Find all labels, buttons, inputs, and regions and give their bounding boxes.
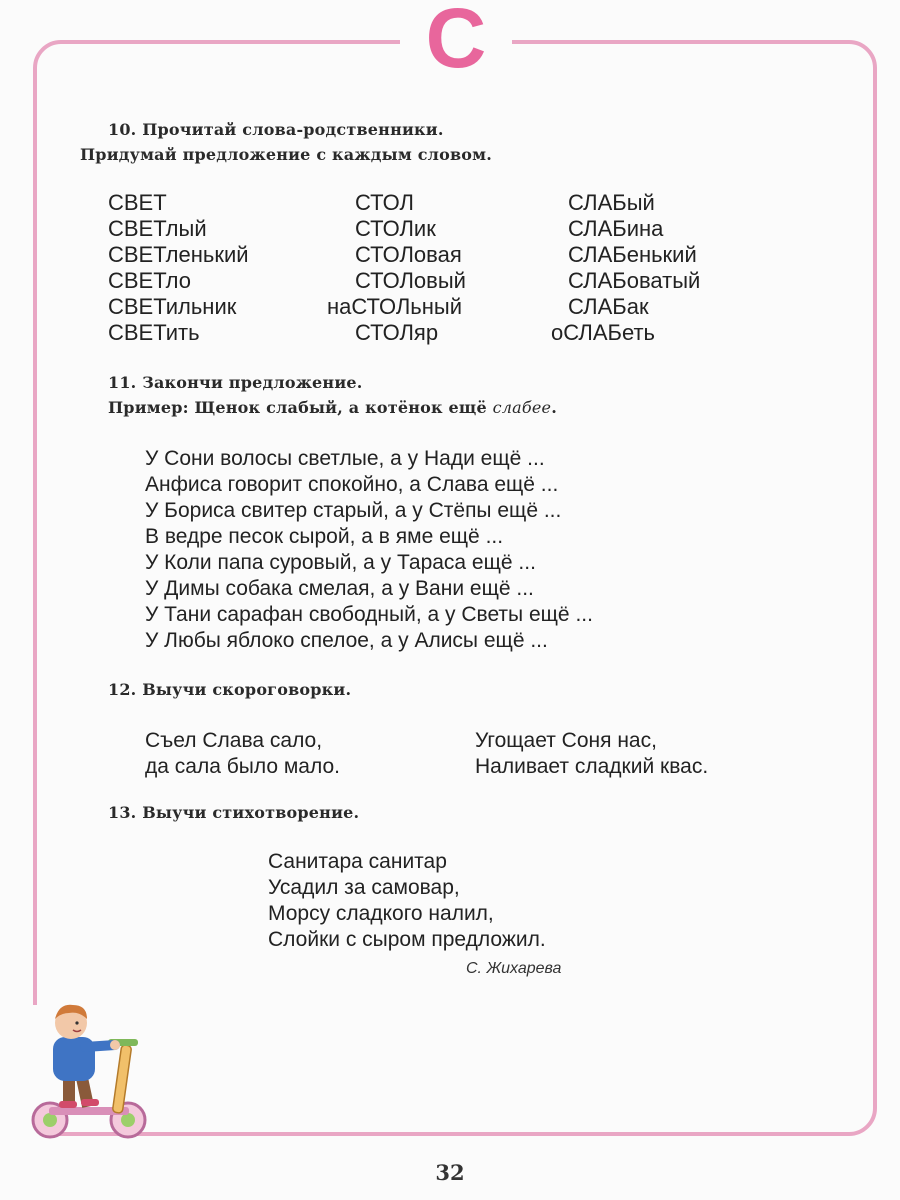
word-col1: СВЕТить: [108, 320, 200, 345]
sentence-line: У Сони волосы светлые, а у Нади ещё ...: [145, 447, 545, 470]
task13-title: 13. Выучи стихотворение.: [108, 803, 360, 822]
word-col3: СЛАБина: [568, 216, 664, 241]
word-col3: СЛАБый: [568, 190, 655, 215]
sentence-line: У Бориса свитер старый, а у Стёпы ещё ...: [145, 499, 562, 522]
poem-line: Морсу сладкого налил,: [268, 902, 494, 925]
sentence-line: В ведре песок сырой, а в яме ещё ...: [145, 525, 504, 548]
poem-line: Слойки с сыром предложил.: [268, 928, 546, 951]
tongue-twister-line: да сала было мало.: [145, 755, 340, 778]
tongue-twister-line: Наливает сладкий квас.: [475, 755, 709, 778]
word-col1: СВЕТ: [108, 190, 167, 215]
task10-subtitle: Придумай предложение с каждым словом.: [80, 145, 493, 164]
poem-line: Усадил за самовар,: [268, 876, 460, 899]
sentence-line: У Димы собака смелая, а у Вани ещё ...: [145, 577, 534, 600]
sentence-line: У Коли папа суровый, а у Тараса ещё ...: [145, 551, 536, 574]
task12-title: 12. Выучи скороговорки.: [108, 680, 352, 699]
word-col3: оСЛАБеть: [551, 320, 655, 345]
sentence-line: У Любы яблоко спелое, а у Алисы ещё ...: [145, 629, 548, 652]
word-col2: СТОЛ: [355, 190, 414, 215]
word-col1: СВЕТло: [108, 268, 192, 293]
word-col2: СТОЛик: [355, 216, 436, 241]
task11-title: 11. Закончи предложение.: [108, 373, 363, 392]
word-col3: СЛАБоватый: [568, 268, 701, 293]
word-col3: СЛАБак: [568, 294, 649, 319]
tongue-twister-line: Съел Слава сало,: [145, 729, 323, 752]
word-col2: СТОЛовый: [355, 268, 466, 293]
section-letter: С: [425, 0, 487, 85]
tongue-twister-line: Угощает Соня нас,: [475, 729, 657, 752]
task10-title: 10. Прочитай слова-родственники.: [108, 120, 444, 139]
sentence-line: Анфиса говорит спокойно, а Слава ещё ...: [145, 473, 559, 496]
task11-example: Пример: Щенок слабый, а котёнок ещё слабее.: [108, 398, 557, 417]
sentence-line: У Тани сарафан свободный, а у Светы ещё ...: [145, 603, 593, 626]
word-col2: СТОЛяр: [355, 320, 439, 345]
poem-line: Санитара санитар: [268, 850, 447, 873]
word-col2: наСТОЛьный: [327, 294, 463, 319]
page-number: 32: [435, 1160, 465, 1185]
word-col1: СВЕТильник: [108, 294, 237, 319]
poem-author: С. Жихарева: [466, 960, 562, 977]
word-col1: СВЕТленький: [108, 242, 249, 267]
boy-on-scooter-illustration: [25, 995, 155, 1145]
word-col3: СЛАБенький: [568, 242, 697, 267]
word-col1: СВЕТлый: [108, 216, 207, 241]
word-col2: СТОЛовая: [355, 242, 462, 267]
